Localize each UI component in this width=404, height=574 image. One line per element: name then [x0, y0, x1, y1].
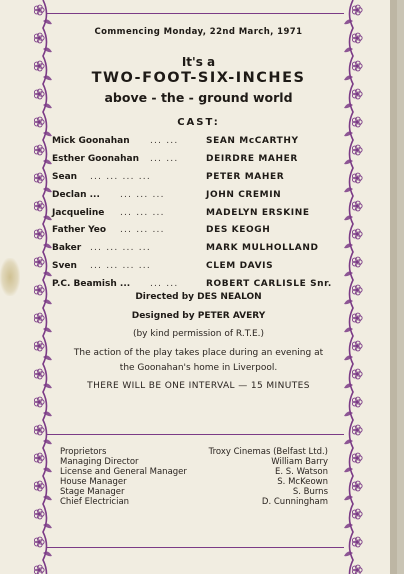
staff-name: E. S. Watson	[275, 467, 328, 477]
cast-actor: PETER MAHER	[206, 171, 285, 182]
leader-dots: ... ... ...	[120, 207, 165, 218]
cast-role: P.C. Beamish ...	[52, 279, 131, 290]
bottom-rule	[46, 547, 344, 548]
staff-role: Proprietors	[60, 447, 107, 457]
cast-row	[52, 154, 342, 172]
flower-ornament	[344, 5, 362, 24]
staff-name: William Barry	[271, 457, 328, 467]
designer-credit: Designed by PETER AVERY	[131, 311, 266, 321]
staff-row	[60, 477, 328, 487]
divider-rule	[46, 434, 344, 435]
floral-border-left	[32, 0, 54, 574]
staff-name: D. Cunningham	[261, 497, 328, 507]
flower-ornament	[34, 257, 52, 276]
flower-ornament	[344, 145, 362, 164]
flower-ornament	[344, 481, 362, 500]
setting-line-1: The action of the play takes place during an evening at	[73, 348, 324, 358]
leader-dots: ... ... ...	[120, 189, 165, 200]
flower-ornament	[344, 453, 362, 472]
flower-ornament	[34, 5, 52, 24]
cast-role: Sean	[52, 171, 78, 182]
flower-ornament	[344, 257, 362, 276]
flower-ornament	[34, 173, 52, 192]
flower-ornament	[34, 481, 52, 500]
cast-actor: CLEM DAVIS	[206, 261, 274, 272]
cast-row	[52, 261, 342, 279]
cast-actor: ROBERT CARLISLE Snr.	[206, 279, 332, 290]
director-credit: Directed by DES NEALON	[135, 292, 262, 302]
cast-actor: DES KEOGH	[206, 225, 271, 236]
top-rule	[46, 13, 344, 14]
cast-actor: MADELYN ERSKINE	[206, 207, 310, 218]
cast-actor: JOHN CREMIN	[206, 189, 282, 200]
cast-role: Baker	[52, 243, 82, 254]
staff-role: License and General Manager	[60, 467, 187, 477]
cast-row	[52, 172, 342, 190]
staff-role: Chief Electrician	[60, 497, 130, 507]
flower-ornament	[344, 229, 362, 248]
interval-notice: THERE WILL BE ONE INTERVAL — 15 MINUTES	[87, 381, 310, 391]
paper-stain	[0, 258, 20, 296]
cast-list	[52, 136, 342, 297]
flower-ornament	[34, 453, 52, 472]
staff-row	[60, 467, 328, 477]
permission-note: (by kind permission of R.T.E.)	[132, 329, 265, 339]
cast-role: Father Yeo	[52, 225, 107, 236]
title-prefix: It's a	[181, 55, 216, 69]
flower-ornament	[344, 509, 362, 528]
flower-ornament	[344, 537, 362, 556]
cast-role: Jacqueline	[52, 207, 105, 218]
cast-role: Sven	[52, 261, 77, 272]
staff-role: House Manager	[60, 477, 127, 487]
cast-row	[52, 136, 342, 154]
play-title: TWO-FOOT-SIX-INCHES	[91, 70, 306, 86]
leader-dots: ... ...	[150, 153, 179, 164]
leader-dots: ... ...	[150, 279, 179, 290]
staff-name: S. McKeown	[277, 477, 328, 487]
staff-row	[60, 457, 328, 467]
leader-dots: ... ... ... ...	[90, 171, 151, 182]
staff-name: Troxy Cinemas (Belfast Ltd.)	[208, 447, 328, 457]
leader-dots: ... ... ... ...	[90, 243, 151, 254]
setting-line-2: the Goonahan's home in Liverpool.	[119, 363, 278, 373]
cast-role: Esther Goonahan	[52, 153, 140, 164]
floral-border-right	[342, 0, 364, 574]
cast-row	[52, 225, 342, 243]
staff-row	[60, 497, 328, 507]
flower-ornament	[344, 173, 362, 192]
cast-row	[52, 208, 342, 226]
cast-heading: CAST:	[177, 117, 220, 128]
opening-date: Commencing Monday, 22nd March, 1971	[94, 27, 303, 37]
cast-role: Mick Goonahan	[52, 136, 130, 146]
page-edge-shadow	[390, 0, 397, 574]
flower-ornament	[344, 425, 362, 444]
leader-dots: ... ...	[150, 136, 179, 146]
flower-ornament	[34, 201, 52, 220]
cast-row	[52, 243, 342, 261]
flower-ornament	[34, 145, 52, 164]
theatre-staff	[60, 447, 328, 507]
staff-role: Managing Director	[60, 457, 139, 467]
staff-name: S. Burns	[292, 487, 328, 497]
cast-actor: DEIRDRE MAHER	[206, 153, 298, 164]
flower-ornament	[344, 397, 362, 416]
flower-ornament	[344, 201, 362, 220]
cast-actor: MARK MULHOLLAND	[206, 243, 319, 254]
staff-row	[60, 447, 328, 457]
flower-ornament	[34, 565, 52, 574]
flower-ornament	[34, 509, 52, 528]
leader-dots: ... ... ...	[120, 225, 165, 236]
play-subtitle: above - the - ground world	[104, 90, 293, 105]
cast-role: Declan ...	[52, 189, 100, 200]
leader-dots: ... ... ... ...	[90, 261, 151, 272]
staff-role: Stage Manager	[60, 487, 125, 497]
flower-ornament	[34, 229, 52, 248]
cast-actor: SEAN McCARTHY	[206, 136, 299, 146]
flower-ornament	[34, 397, 52, 416]
flower-ornament	[344, 565, 362, 574]
staff-row	[60, 487, 328, 497]
cast-row	[52, 190, 342, 208]
